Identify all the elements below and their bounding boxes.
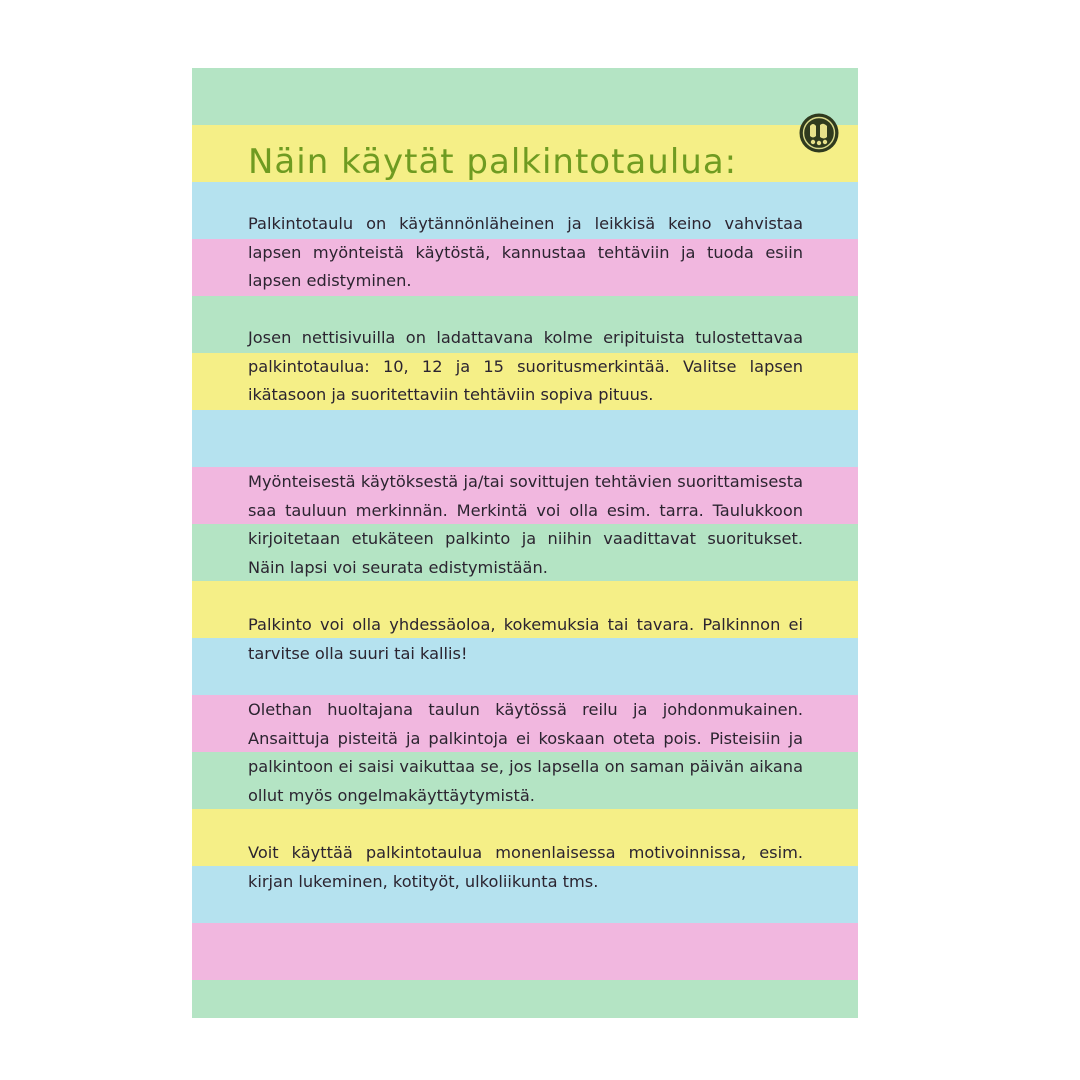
paragraph-downloads: Josen nettisivuilla on ladattavana kolme eripituista tulostettavaa palkintotaulua: 10, 12 ja 15 suoritusmerkintää. Valitse lapsen ikätasoon ja suoritettaviin tehtäviin sopiva pituus. [248,328,803,404]
logo-emblem-icon [798,112,840,154]
striped-page [192,68,858,1018]
page-title: Näin käytät palkintotaulua: [248,142,738,182]
stripe-green [192,68,858,125]
stripe-green [192,980,858,1018]
paragraph-fairness: Olethan huoltajana taulun käytössä reilu ja johdonmukainen. Ansaittuja pisteitä ja palkintoja ei koskaan oteta pois. Pisteisiin ja palkintoon ei saisi vaikuttaa se, jos lapsella on saman päivän aikana ollut myös ongelmakäyttäytymistä. [248,700,803,805]
paragraph-motivation: Voit käyttää palkintotaulua monenlaisessa motivoinnissa, esim. kirjan lukeminen, kotityöt, ulkoliikunta tms. [248,843,803,891]
paragraph-markings: Myönteisestä käytöksestä ja/tai sovittujen tehtävien suorittamisesta saa tauluun merkinnän. Merkintä voi olla esim. tarra. Taulukkoon kirjoitetaan etukäteen palkinto ja niihin vaadittavat suoritukset. Näin lapsi voi seurata edistymistään. [248,472,803,577]
paragraph-intro: Palkintotaulu on käytännönläheinen ja leikkisä keino vahvistaa lapsen myönteistä käytöstä, kannustaa tehtäviin ja tuoda esiin lapsen edistyminen. [248,214,803,290]
stripe-blue [192,410,858,467]
stripe-pink [192,923,858,980]
paragraph-rewards: Palkinto voi olla yhdessäoloa, kokemuksia tai tavara. Palkinnon ei tarvitse olla suuri tai kallis! [248,615,803,663]
